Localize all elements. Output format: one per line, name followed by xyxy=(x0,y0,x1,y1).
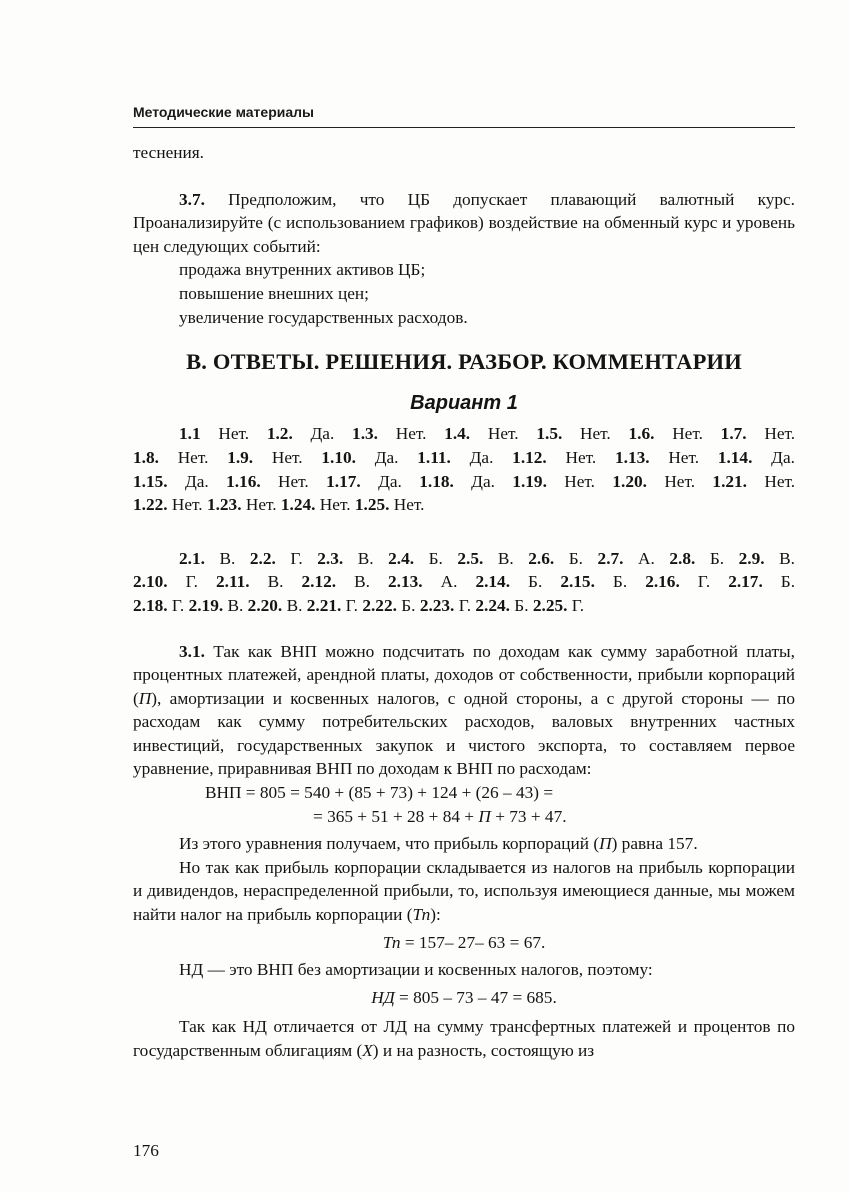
answer-number: 1.11. xyxy=(417,447,451,467)
answer-value: А. xyxy=(440,572,458,592)
answer-item xyxy=(388,549,443,568)
answer-item xyxy=(475,596,528,615)
answer-value: Г. xyxy=(697,572,711,592)
answer-item xyxy=(388,572,457,591)
answer-item xyxy=(728,572,795,591)
answer-number: 1.8. xyxy=(133,447,159,467)
answer-value: Нет. xyxy=(395,424,427,444)
task-item: продажа внутренних активов ЦБ; xyxy=(179,260,426,280)
answer-number: 2.13. xyxy=(388,572,423,592)
answer-number: 2.17. xyxy=(728,572,763,592)
continuation-line: теснения. xyxy=(133,143,205,162)
answer-item xyxy=(712,472,795,491)
page-content xyxy=(133,141,795,1063)
answer-number: 2.1. xyxy=(179,548,205,568)
answer-number: 1.4. xyxy=(444,424,471,444)
answer-value: Нет. xyxy=(764,424,796,444)
answer-item xyxy=(615,448,699,467)
task-number: 3.7. xyxy=(179,189,205,209)
answer-value: Да. xyxy=(184,471,209,491)
answer-number: 2.9. xyxy=(738,548,765,568)
answer-number: 2.16. xyxy=(645,572,680,592)
answer-value: В. xyxy=(354,572,370,592)
answer-number: 1.25. xyxy=(354,495,390,515)
answer-value: В. xyxy=(267,572,284,592)
answer-item xyxy=(739,549,795,568)
equation-gnp-line-2: = 365 + 51 + 28 + 84 + П + 73 + 47. xyxy=(313,806,567,826)
answer-value: Нет. xyxy=(664,471,696,491)
answer-item xyxy=(133,495,203,514)
running-head: Методические материалы xyxy=(133,104,314,120)
equation-tax: Тп = 157– 27– 63 = 67. xyxy=(382,932,546,952)
task-text: Предположим, что ЦБ допускает плавающий валютный курс. Проанализируйте (с использованием графиков) воздействие на обменный курс и уровень цен следующих событий: xyxy=(133,189,795,256)
answer-item xyxy=(248,596,303,615)
answer-item xyxy=(475,572,542,591)
answer-value: Б. xyxy=(528,572,543,592)
answer-number: 1.7. xyxy=(720,424,747,444)
answer-value: Г. xyxy=(571,595,585,615)
answer-value: Нет. xyxy=(764,471,796,491)
answer-number: 1.15. xyxy=(133,471,168,491)
answers-line xyxy=(133,594,795,618)
solution-3-1: 3.1. Так как ВНП можно подсчитать по доходам как сумму заработной платы, процентных платежей, арендной платы, доходов от собственности, прибыли корпораций (П), амортизации и косвенных налогов, с одной стороны, а с другой стороны — по расходам как сумму потребительских расходов, валовых внутренних частных инвестиций, государственных закупок и чистого экспорта, то составляем первое уравнение, приравнивая ВНП по доходам к ВНП по расходам: xyxy=(133,641,795,779)
task-item: повышение внешних цен; xyxy=(179,283,369,303)
answer-number: 1.14. xyxy=(717,447,753,467)
answer-number: 1.2. xyxy=(266,424,293,444)
answer-value: А. xyxy=(638,548,655,568)
answer-value: Да. xyxy=(469,447,494,467)
section-title: В. ОТВЕТЫ. РЕШЕНИЯ. РАЗБОР. КОММЕНТАРИИ xyxy=(186,349,742,375)
answer-value: Нет. xyxy=(278,471,309,491)
answer-value: Нет. xyxy=(565,447,597,467)
answer-number: 2.25. xyxy=(532,595,568,615)
answer-number: 2.2. xyxy=(249,548,276,568)
answer-value: Да. xyxy=(374,447,399,467)
answer-item xyxy=(326,472,402,491)
answers-line xyxy=(133,493,795,517)
answer-number: 1.9. xyxy=(227,447,254,467)
answer-item xyxy=(317,549,373,568)
answer-number: 1.21. xyxy=(712,471,747,491)
answer-number: 1.24. xyxy=(280,495,316,515)
answers-line xyxy=(133,422,795,446)
solution-number: 3.1. xyxy=(179,641,205,661)
page-number: 176 xyxy=(133,1141,159,1160)
answer-value: В. xyxy=(779,548,795,568)
answer-item xyxy=(352,424,426,443)
answer-value: Нет. xyxy=(580,424,611,444)
answer-number: 2.11. xyxy=(216,572,250,592)
answer-number: 2.15. xyxy=(560,572,595,592)
answer-value: Б. xyxy=(568,548,583,568)
answer-number: 1.16. xyxy=(226,471,261,491)
answer-number: 2.21. xyxy=(306,595,342,615)
answer-number: 2.7. xyxy=(597,548,624,568)
answer-number: 1.20. xyxy=(612,471,647,491)
answer-number: 2.8. xyxy=(669,548,696,568)
answer-value: Г. xyxy=(458,595,472,615)
answer-item xyxy=(629,424,703,443)
answer-number: 2.22. xyxy=(362,595,397,615)
answer-number: 2.18. xyxy=(133,595,168,615)
answer-value: В. xyxy=(219,548,236,568)
answer-item xyxy=(133,448,208,467)
answer-item xyxy=(718,448,795,467)
answer-value: Да. xyxy=(310,424,335,444)
answer-number: 1.5. xyxy=(536,424,563,444)
answer-value: Нет. xyxy=(177,447,209,467)
answer-value: Г. xyxy=(185,572,198,592)
answer-number: 1.12. xyxy=(512,447,547,467)
answer-value: Нет. xyxy=(393,495,425,515)
answer-value: Нет. xyxy=(668,447,700,467)
answer-value: Нет. xyxy=(672,424,703,444)
answers-line xyxy=(133,470,795,494)
answer-number: 1.23. xyxy=(206,495,242,515)
answer-value: В. xyxy=(227,595,244,615)
answers-block-2 xyxy=(133,547,795,618)
answer-item xyxy=(179,549,235,568)
answer-item xyxy=(133,472,209,491)
equation-gnp-line-1: ВНП = 805 = 540 + (85 + 73) + 124 + (26 – 43) = xyxy=(205,783,554,803)
answer-number: 2.4. xyxy=(388,548,415,568)
answer-item xyxy=(419,472,495,491)
answer-number: 2.3. xyxy=(317,548,344,568)
answers-line xyxy=(133,547,795,571)
answer-value: Да. xyxy=(771,447,795,467)
answer-number: 1.1 xyxy=(179,424,201,444)
answer-item xyxy=(179,424,249,443)
tax-paragraph: Но так как прибыль корпорации складывается из налогов на прибыль корпорации и дивидендов, нераспределенной прибыли, то, используя имеющиеся данные, мы можем найти налог на прибыль корпорации (Тп): xyxy=(133,857,795,925)
answer-item xyxy=(420,596,471,615)
answer-value: В. xyxy=(497,548,514,568)
answer-item xyxy=(536,424,610,443)
task-3-7 xyxy=(133,188,795,259)
answer-value: Да. xyxy=(471,471,495,491)
answer-value: Б. xyxy=(401,595,416,615)
answers-line xyxy=(133,446,795,470)
answer-number: 1.17. xyxy=(326,471,361,491)
nd-paragraph: НД — это ВНП без амортизации и косвенных налогов, поэтому: xyxy=(179,960,653,980)
answer-item xyxy=(133,596,184,615)
answer-number: 1.10. xyxy=(321,447,356,467)
answer-value: В. xyxy=(357,548,374,568)
answer-item xyxy=(598,549,655,568)
answer-number: 1.18. xyxy=(419,471,454,491)
answer-item xyxy=(417,448,493,467)
answer-item xyxy=(189,596,244,615)
answer-number: 2.24. xyxy=(475,595,510,615)
final-paragraph: Так как НД отличается от ЛД на сумму трансфертных платежей и процентов по государственным облигациям (X) и на разность, состоящую из xyxy=(133,1017,795,1060)
task-item: увеличение государственных расходов. xyxy=(179,307,468,327)
answers-block-1 xyxy=(133,422,795,516)
answer-number: 2.10. xyxy=(133,572,168,592)
answer-value: Нет. xyxy=(171,495,203,515)
answer-item xyxy=(512,448,596,467)
answer-number: 1.13. xyxy=(615,447,650,467)
answer-item xyxy=(216,572,284,591)
answer-value: Да. xyxy=(378,471,402,491)
answer-item xyxy=(528,549,583,568)
answer-value: Нет. xyxy=(319,495,351,515)
answer-item xyxy=(721,424,795,443)
answer-item xyxy=(612,472,695,491)
answer-value: Нет. xyxy=(245,495,277,515)
answer-item xyxy=(533,596,584,615)
answer-item xyxy=(321,448,398,467)
answer-item xyxy=(250,549,303,568)
answer-number: 2.23. xyxy=(419,595,455,615)
answers-line xyxy=(133,570,795,594)
profit-symbol: П xyxy=(138,688,152,708)
answer-value: Нет. xyxy=(271,447,303,467)
answer-value: Нет. xyxy=(218,424,250,444)
answer-item xyxy=(207,495,277,514)
answer-item xyxy=(226,472,309,491)
answer-number: 2.19. xyxy=(188,595,224,615)
answer-item xyxy=(457,549,513,568)
profit-result: Из этого уравнения получаем, что прибыль корпораций (П) равна 157. xyxy=(179,834,698,854)
answer-value: Нет. xyxy=(564,471,595,491)
answer-item xyxy=(669,549,724,568)
answer-number: 1.6. xyxy=(628,424,655,444)
answer-number: 1.22. xyxy=(133,495,168,515)
equation-nd: НД = 805 – 73 – 47 = 685. xyxy=(371,987,557,1007)
answer-item xyxy=(512,472,595,491)
answer-item xyxy=(227,448,302,467)
answer-value: Г. xyxy=(290,548,303,568)
answer-number: 2.6. xyxy=(528,548,555,568)
answer-value: Б. xyxy=(780,572,796,592)
answer-number: 1.3. xyxy=(352,424,378,444)
answer-item xyxy=(362,596,415,615)
answer-item xyxy=(302,572,370,591)
answer-value: Г. xyxy=(345,595,359,615)
answer-value: Г. xyxy=(171,595,185,615)
answer-item xyxy=(355,495,425,514)
answer-item xyxy=(281,495,351,514)
answer-item xyxy=(645,572,710,591)
answer-number: 2.12. xyxy=(301,572,337,592)
answer-value: В. xyxy=(286,595,303,615)
answer-value: Б. xyxy=(709,548,725,568)
answer-value: Нет. xyxy=(487,424,519,444)
variant-title: Вариант 1 xyxy=(410,391,518,414)
answer-item xyxy=(560,572,627,591)
header-rule xyxy=(133,127,795,128)
answer-value: Б. xyxy=(428,548,443,568)
answer-item xyxy=(444,424,518,443)
answer-number: 2.20. xyxy=(247,595,283,615)
answer-number: 2.5. xyxy=(457,548,484,568)
answer-number: 1.19. xyxy=(512,471,547,491)
answer-value: Б. xyxy=(612,572,628,592)
answer-item xyxy=(307,596,358,615)
answer-value: Б. xyxy=(514,595,529,615)
answer-number: 2.14. xyxy=(475,572,511,592)
answer-item xyxy=(267,424,334,443)
answer-item xyxy=(133,572,198,591)
